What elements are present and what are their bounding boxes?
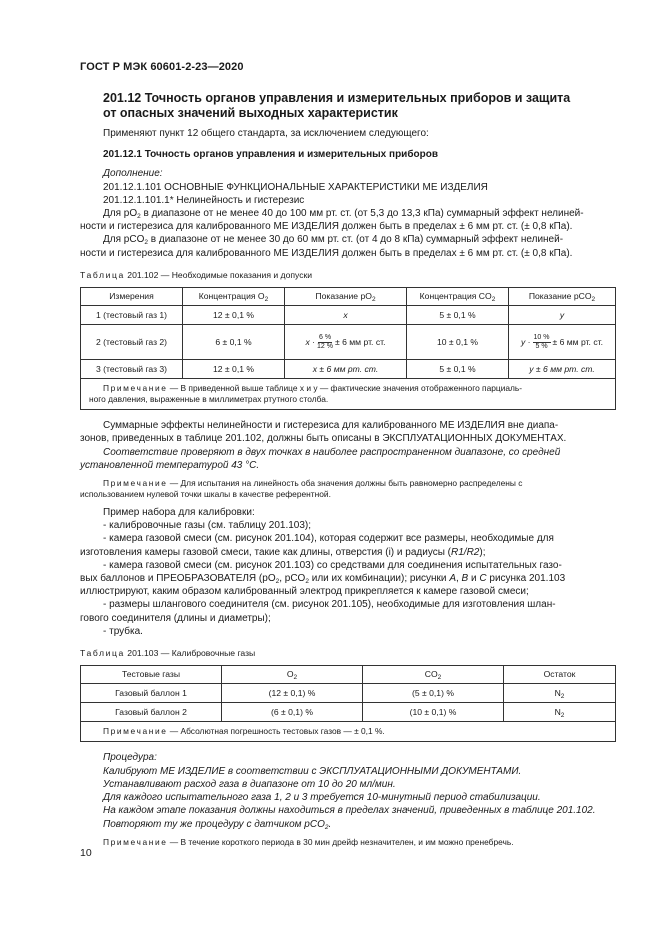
item-101-1: 201.12.1.101.1* Нелинейность и гистерезис: [103, 194, 305, 206]
calib-item-chamber-cont: изготовления камеры газовой смеси, такие как длины, отверстия (i) и радиусы (R1/R2);: [80, 546, 486, 558]
th-o2: $O_2$: [222, 666, 363, 684]
calib-item-hose: - размеры шлангового соединителя (см. рисунок 201.105), необходимые для изготовления шлан-: [103, 599, 556, 611]
calib-item-chamber2: - камера газовой смеси (см. рисунок 201.103) со средствами для соединения испытательных газо-: [103, 559, 562, 571]
po2-requirement-cont: ности и гистерезиса для калиброванного МЕ ИЗДЕЛИЯ должен быть в пределах ± 6 мм рт. ст. (± 0,8 кПа).: [80, 221, 573, 233]
table-row: [81, 306, 616, 325]
procedure-step-3: Для каждого испытательного газа 1, 2 и 3 требуется 10-минутный период стабилизации.: [103, 792, 541, 804]
table-row: [81, 703, 616, 722]
cell-pco2: y · $\frac{10 \%}{5 \%}$ ± 6 мм рт. ст.: [509, 325, 616, 360]
cell-label: 2 (тестовый газ 2): [81, 325, 183, 360]
th-read-pco2: Показание pCO$_2$: [509, 288, 616, 306]
cell-pco2: y ± 6 мм рт. ст.: [509, 360, 616, 379]
cell-co2: 5 ± 0,1 %: [407, 360, 509, 379]
cell-label: 3 (тестовый газ 3): [81, 360, 183, 379]
item-101: 201.12.1.101 ОСНОВНЫЕ ФУНКЦИОНАЛЬНЫЕ ХАРАКТЕРИСТИКИ МЕ ИЗДЕЛИЯ: [103, 181, 488, 193]
th-measure: Измерения: [81, 288, 183, 306]
fraction: $\frac{10 \%}{5 \%}$: [533, 333, 550, 350]
pco2-requirement-cont: ности и гистерезиса для калиброванного МЕ ИЗДЕЛИЯ должен быть в пределах ± 6 мм рт. ст. (± 0,8 кПа).: [80, 247, 573, 259]
cell-co2: 10 ± 0,1 %: [407, 325, 509, 360]
cell-rest: $N_2$: [504, 703, 616, 722]
th-co2: $CO_2$: [363, 666, 504, 684]
note-linearity: Примечание — Для испытания на линейность оба значения должны быть равномерно распределены с: [103, 478, 523, 489]
cell-o2: (12 ± 0,1) %: [222, 684, 363, 703]
cell-o2: (6 ± 0,1) %: [222, 703, 363, 722]
th-conc-co2: Концентрация $CO_2$: [407, 288, 509, 306]
table2-note: Примечание — Абсолютная погрешность тестовых газов — ± 0,1 %.: [81, 722, 616, 742]
fraction: $\frac{6 \%}{12 \%}$: [317, 333, 333, 350]
table2-caption: Таблица 201.103 — Калибровочные газы: [80, 648, 256, 659]
th-read-po2: Показание $pO_2$: [285, 288, 407, 306]
procedure-note: Примечание — В течение короткого периода в 30 мин дрейф незначителен, и им можно пренебречь.: [103, 836, 514, 847]
calib-item-gases: - калибровочные газы (см. таблицу 201.103);: [103, 520, 312, 532]
table-201-103: [80, 665, 616, 742]
table-201-102: [80, 287, 616, 410]
cell-rest: $N_2$: [504, 684, 616, 703]
procedure-step-5: Повторяют ту же процедуру с датчиком pCO$_2$.: [103, 818, 332, 831]
compliance-check: Соответствие проверяют в двух точках в наиболее распространенном диапазоне, со средней: [103, 446, 561, 458]
subsection-title: 201.12.1 Точность органов управления и измерительных приборов: [103, 149, 438, 161]
procedure-label: Процедура:: [103, 752, 157, 764]
compliance-check-cont: установленной температурой 43 °C.: [80, 459, 260, 471]
standard-header: ГОСТ Р МЭК 60601-2-23—2020: [80, 61, 244, 73]
cell-label: Газовый баллон 1: [81, 684, 222, 703]
th-rest: Остаток: [504, 666, 616, 684]
calib-item-chamber2-cont: вых баллонов и ПРЕОБРАЗОВАТЕЛЯ ($pO_2$, pCO$_2$ или их комбинации); рисунки A, B и C рисунка 201.103: [80, 573, 566, 586]
section-intro: Применяют пункт 12 общего стандарта, за исключением следующего:: [103, 128, 429, 139]
table-row: [81, 360, 616, 379]
cell-co2: 5 ± 0,1 %: [407, 306, 509, 325]
cell-pco2: y: [509, 306, 616, 325]
section-title: [103, 91, 616, 121]
table1-caption: Таблица 201.102 — Необходимые показания и допуски: [80, 269, 313, 280]
cell-o2: 6 ± 0,1 %: [183, 325, 285, 360]
calib-item-chamber: - камера газовой смеси (см. рисунок 201.104), которая содержит все размеры, необходимые для: [103, 533, 554, 545]
calib-item-tube: - трубка.: [103, 625, 143, 637]
section-title-line2: от опасных значений выходных характеристик: [103, 106, 398, 120]
cell-label: 1 (тестовый газ 1): [81, 306, 183, 325]
cell-po2: x: [285, 306, 407, 325]
cell-co2: (10 ± 0,1) %: [363, 703, 504, 722]
section-title-line1: 201.12 Точность органов управления и измерительных приборов и защита: [103, 91, 571, 105]
page-content: [80, 91, 616, 848]
th-gases: Тестовые газы: [81, 666, 222, 684]
cell-o2: 12 ± 0,1 %: [183, 360, 285, 379]
th-conc-o2: Концентрация $O_2$: [183, 288, 285, 306]
cell-co2: (5 ± 0,1) %: [363, 684, 504, 703]
table-row: [81, 325, 616, 360]
sum-effects-para: Суммарные эффекты нелинейности и гистерезиса для калиброванного МЕ ИЗДЕЛИЯ вне диапа-: [103, 420, 559, 432]
procedure-step-4: На каждом этапе показания должны находиться в пределах значений, приведенных в таблице 201.102.: [103, 805, 596, 817]
cell-o2: 12 ± 0,1 %: [183, 306, 285, 325]
page-number: 10: [80, 847, 92, 859]
procedure-step-1: Калибруют МЕ ИЗДЕЛИЕ в соответствии с ЭКСПЛУАТАЦИОННЫМИ ДОКУМЕНТАМИ.: [103, 765, 522, 777]
table1-note: Примечание — В приведенной выше таблице x и y — фактические значения отображенного парциаль- ного давления, выраженные в миллиметрах ртутного столба.: [81, 379, 616, 410]
addition-label: Дополнение:: [103, 168, 163, 180]
note-linearity-cont: использованием нулевой точки шкалы в качестве референтной.: [80, 489, 331, 500]
calib-item-chamber2-cont2: иллюстрируют, каким образом калиброванный электрод прикрепляется к камере газовой смеси;: [80, 586, 529, 598]
table-row: [81, 684, 616, 703]
po2-requirement: Для $pO_2$ в диапазоне от не менее 40 до 100 мм рт. ст. (от 5,3 до 13,3 кПа) суммарный эффект нелиней-: [103, 208, 584, 221]
cell-po2: x · $\frac{6 \%}{12 \%}$ ± 6 мм рт. ст.: [285, 325, 407, 360]
procedure-step-2: Устанавливают расход газа в диапазоне от 10 до 20 мл/мин.: [103, 778, 396, 790]
pco2-requirement: Для pCO$_2$ в диапазоне от не менее 30 до 60 мм рт. ст. (от 4 до 8 кПа) суммарный эффект нелиней-: [103, 234, 564, 247]
sum-effects-para-cont: зонов, приведенных в таблице 201.102, должны быть описаны в ЭКСПЛУАТАЦИОННЫХ ДОКУМЕНТАХ.: [80, 433, 567, 445]
cell-label: Газовый баллон 2: [81, 703, 222, 722]
cell-po2: x ± 6 мм рт. ст.: [285, 360, 407, 379]
calib-intro: Пример набора для калибровки:: [103, 507, 255, 519]
calib-item-hose-cont: гового соединителя (длины и диаметры);: [80, 612, 271, 624]
